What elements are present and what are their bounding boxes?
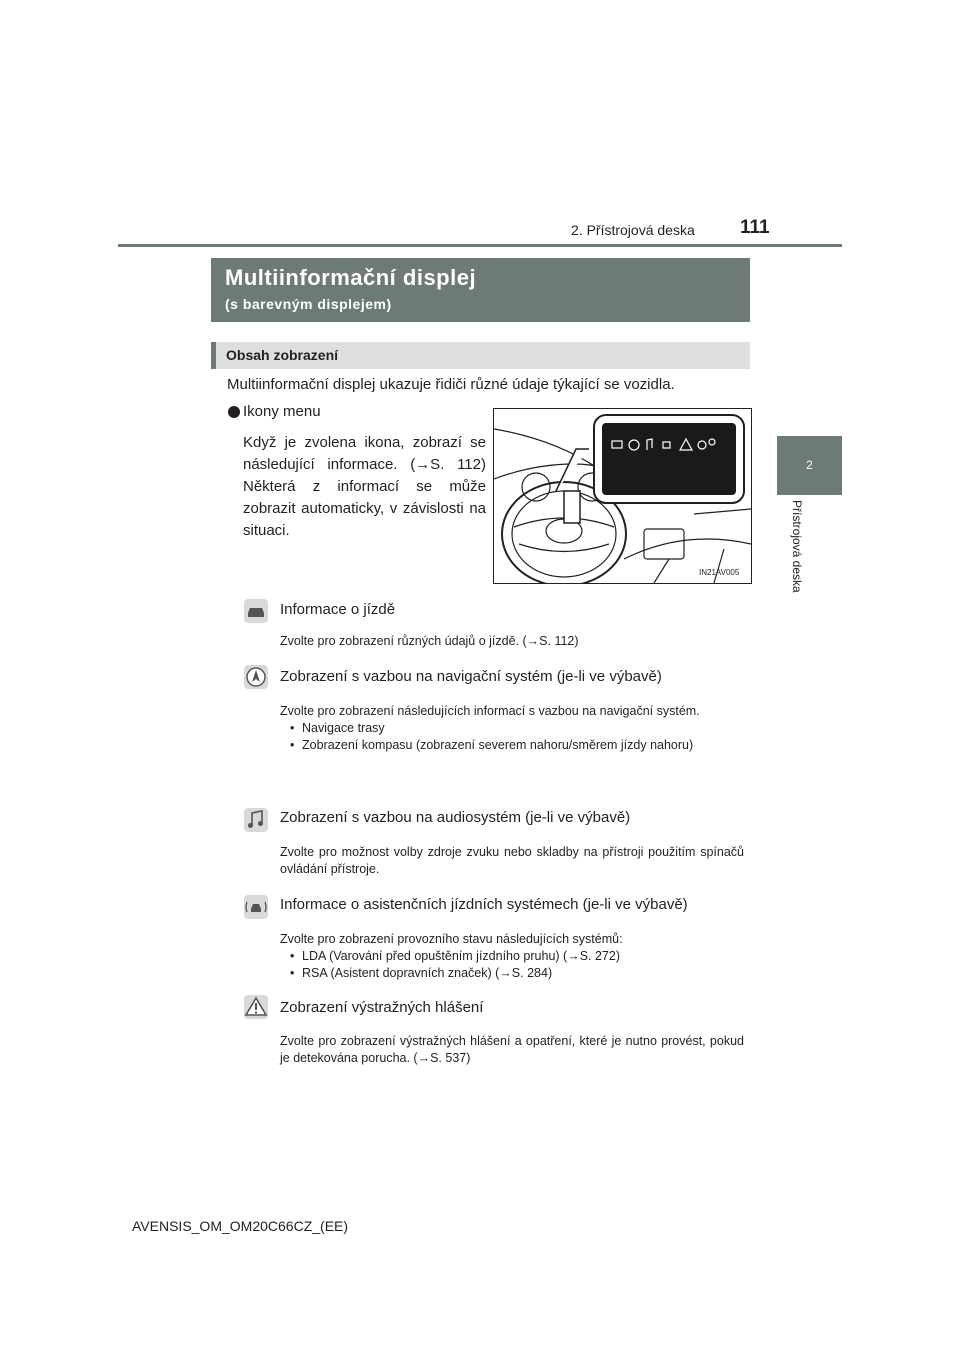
document-code: AVENSIS_OM_OM20C66CZ_(EE)	[132, 1218, 349, 1234]
running-header-section: 2. Přístrojová deska	[571, 222, 695, 238]
item-desc-text: Zvolte pro zobrazení výstražných hlášení a opatření, které je nutno provést, pokud je detekována porucha. (→S. 537)	[280, 1034, 744, 1065]
section-title: Multiinformační displej	[225, 265, 477, 290]
item-desc-text: Zvolte pro zobrazení následujících informací s vazbou na navigační systém.	[280, 704, 700, 718]
item-desc-audio	[280, 844, 744, 878]
chapter-number: 2	[806, 458, 813, 472]
chapter-tab	[777, 436, 842, 495]
subheading-title: Obsah zobrazení	[226, 347, 339, 363]
list-item: • LDA (Varování před opuštěním jízdního pruhu) (→S. 272)	[280, 948, 744, 965]
warning-triangle-icon	[243, 994, 269, 1020]
bullet-text: Když je zvolena ikona, zobrazí se následující informace. (→S. 112) Některá z informací se může zobrazit automaticky, v závislosti na situaci.	[243, 434, 486, 539]
item-desc-navigation	[280, 703, 744, 754]
item-desc-text: Zvolte pro zobrazení různých údajů o jízdě. (→S. 112)	[280, 634, 579, 648]
section-subtitle: (s barevným displejem)	[225, 296, 392, 312]
subheading-band	[211, 342, 750, 369]
chapter-side-label-text: Přístrojová deska	[790, 500, 804, 593]
item-desc-warnings	[280, 1033, 744, 1067]
page-number: 111	[740, 217, 770, 238]
item-title-navigation: Zobrazení s vazbou na navigační systém (je-li ve výbavě)	[280, 668, 662, 685]
bullet-label: Ikony menu	[243, 403, 321, 420]
subheading-accent-bar	[211, 342, 216, 369]
figure-code: IN21AV005	[699, 568, 740, 577]
dashboard-illustration	[493, 408, 752, 584]
chapter-side-label	[790, 500, 806, 620]
item-title-audio: Zobrazení s vazbou na audiosystém (je-li ve výbavě)	[280, 809, 631, 826]
list-item: • RSA (Asistent dopravních značek) (→S. 284)	[280, 965, 744, 982]
music-note-icon	[243, 807, 269, 833]
bullet-icon	[228, 406, 240, 418]
item-title-driving-assist: Informace o asistenčních jízdních systémech (je-li ve výbavě)	[280, 896, 688, 913]
list-item: • Navigace trasy	[280, 720, 744, 737]
item-desc-driving-info	[280, 633, 744, 650]
header-rule	[118, 244, 842, 247]
driving-assist-icon	[243, 894, 269, 920]
car-info-icon	[243, 598, 269, 624]
navigation-icon	[243, 664, 269, 690]
dashboard-drawing	[494, 409, 751, 583]
item-title-warnings: Zobrazení výstražných hlášení	[280, 999, 484, 1016]
item-desc-text: Zvolte pro možnost volby zdroje zvuku nebo skladby na přístroji použitím spínačů ovládání přístroje.	[280, 845, 744, 876]
section-title-band	[211, 258, 750, 322]
item-title-driving-info: Informace o jízdě	[280, 601, 396, 618]
item-desc-driving-assist	[280, 931, 744, 982]
intro-text: Multiinformační displej ukazuje řidiči různé údaje týkající se vozidla.	[227, 376, 675, 393]
item-desc-text: Zvolte pro zobrazení provozního stavu následujících systémů:	[280, 932, 623, 946]
list-item: • Zobrazení kompasu (zobrazení severem nahoru/směrem jízdy nahoru)	[280, 737, 744, 754]
